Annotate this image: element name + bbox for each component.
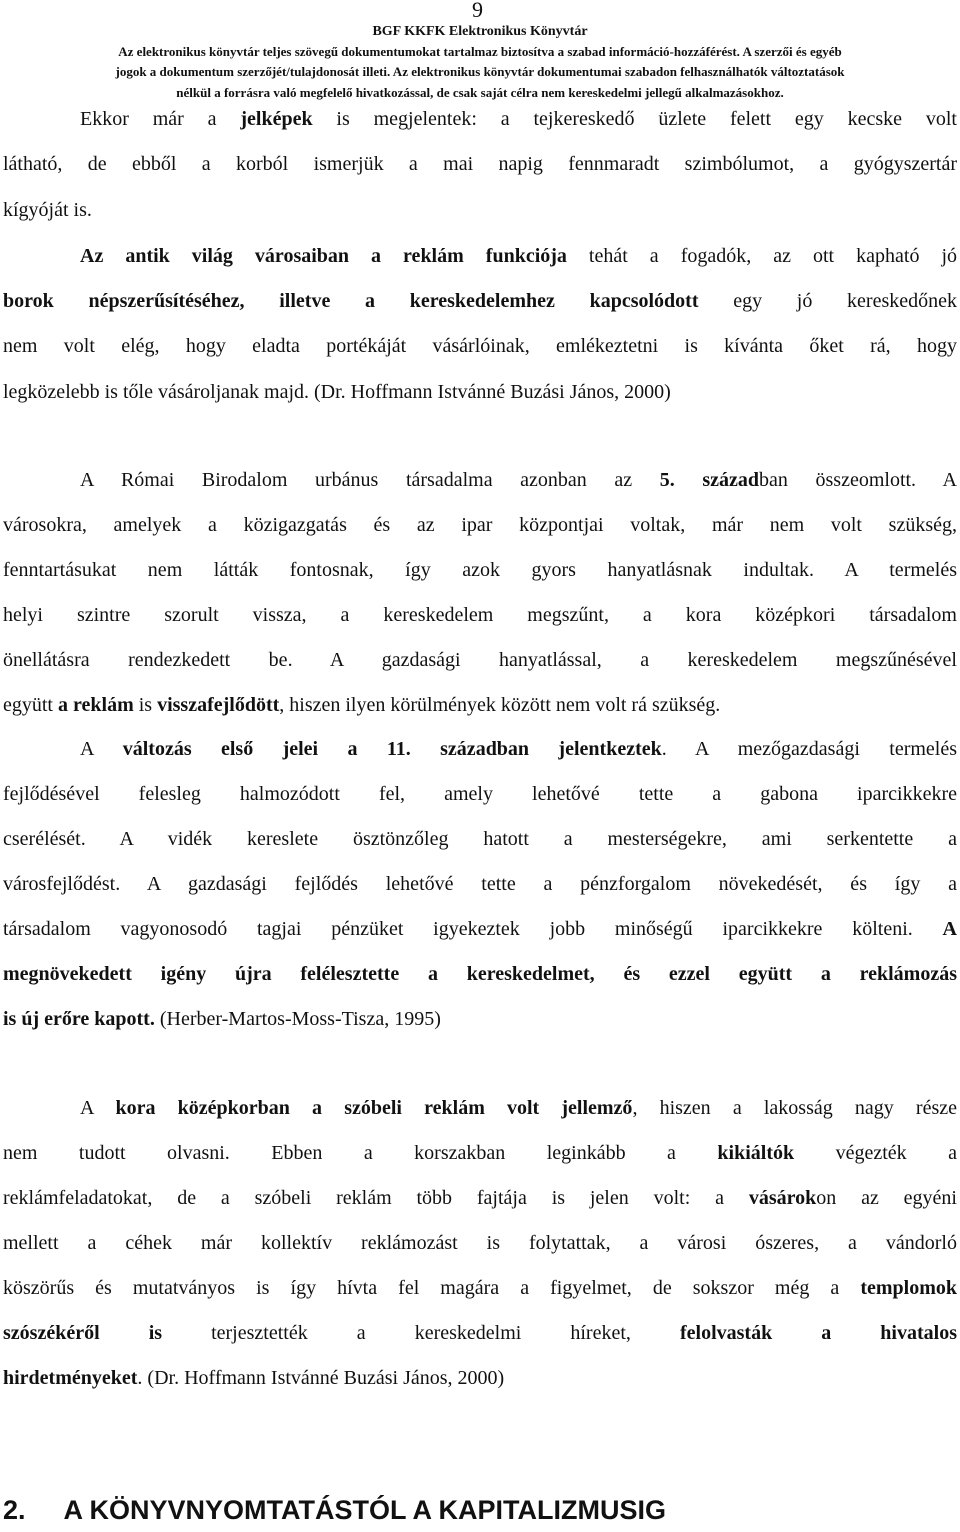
text-line: fejlődésével felesleg halmozódott fel, amely lehetővé tette a gabona iparcikkekre bbox=[3, 783, 957, 805]
text-line: kígyóját is. bbox=[3, 199, 92, 221]
copyright-line: Az elektronikus könyvtár teljes szövegű dokumentumokat tartalmaz biztosítva a szabad információ-hozzáférést. A szerzői és egyéb bbox=[118, 44, 842, 59]
text-line: városokra, amelyek a közigazgatás és az ipar központjai voltak, már nem volt szükség, bbox=[3, 514, 957, 536]
text-line: mellett a céhek már kollektív reklámozást is folytattak, a városi ószeres, a vándorló bbox=[3, 1232, 957, 1254]
text-line: Ekkor már a jelképek is megjelentek: a tejkereskedő üzlete felett egy kecske volt bbox=[80, 108, 957, 130]
text-line: is új erőre kapott. (Herber-Martos-Moss-Tisza, 1995) bbox=[3, 1008, 441, 1030]
text-line: A változás első jelei a 11. században jelentkeztek. A mezőgazdasági termelés bbox=[80, 738, 958, 760]
text-line: városfejlődést. A gazdasági fejlődés lehetővé tette a pénzforgalom növekedését, és így a bbox=[3, 873, 957, 895]
copyright-line: nélkül a forrásra való megfelelő hivatkozással, de csak saját célra nem kereskedelmi jellegű alkalmazásokhoz. bbox=[176, 85, 784, 100]
text-line: nem tudott olvasni. Ebben a korszakban leginkább a kikiáltók végezték a bbox=[3, 1142, 957, 1164]
text-line: társadalom vagyonosodó tagjai pénzüket igyekeztek jobb minőségű iparcikkekre költeni. A bbox=[3, 918, 957, 940]
text-line: önellátásra rendezkedett be. A gazdasági hanyatlással, a kereskedelem megszűnésével bbox=[3, 649, 957, 671]
text-line: A kora középkorban a szóbeli reklám volt jellemző, hiszen a lakosság nagy része bbox=[80, 1097, 957, 1119]
text-line: Az antik világ városaiban a reklám funkciója tehát a fogadók, az ott kapható jó bbox=[80, 245, 958, 267]
text-line: együtt a reklám is visszafejlődött, hiszen ilyen körülmények között nem volt rá szükség. bbox=[3, 694, 721, 716]
text-line: szószékéről is terjesztették a kereskedelmi híreket, felolvasták a hivatalos bbox=[3, 1322, 957, 1344]
text-line: hirdetményeket. (Dr. Hoffmann Istvánné Buzási János, 2000) bbox=[3, 1367, 505, 1389]
text-line: köszörűs és mutatványos is így hívta fel magára a figyelmet, de sokszor még a templomok bbox=[3, 1277, 957, 1299]
text-line: nem volt elég, hogy eladta portékáját vásárlóinak, emlékeztetni is kívánta őket rá, hogy bbox=[3, 335, 957, 357]
text-line: fenntartásukat nem látták fontosnak, így azok gyors hanyatlásnak indultak. A termelés bbox=[3, 559, 957, 581]
page-number: 9 bbox=[472, 0, 483, 22]
text-line: borok népszerűsítéséhez, illetve a kereskedelemhez kapcsolódott egy jó kereskedőnek bbox=[3, 290, 957, 312]
chapter-heading bbox=[3, 1495, 957, 1526]
chapter-title: A KÖNYVNYOMTATÁSTÓL A KAPITALIZMUSIG bbox=[63, 1495, 667, 1525]
library-title: BGF KKFK Elektronikus Könyvtár bbox=[372, 24, 588, 39]
text-line: látható, de ebből a korból ismerjük a mai napig fennmaradt szimbólumot, a gyógyszertár bbox=[3, 153, 957, 175]
copyright-line: jogok a dokumentum szerzőjét/tulajdonosát illeti. Az elektronikus könyvtár dokumentumai szabadon felhasználhatók változtatások bbox=[115, 64, 845, 79]
text-line: A Római Birodalom urbánus társadalma azonban az 5. században összeomlott. A bbox=[80, 469, 957, 491]
text-line: reklámfeladatokat, de a szóbeli reklám több fajtája is jelen volt: a vásárokon az egyéni bbox=[3, 1187, 957, 1209]
text-line: helyi szintre szorult vissza, a kereskedelem megszűnt, a kora középkori társadalom bbox=[3, 604, 957, 626]
text-line: megnövekedett igény újra felélesztette a kereskedelmet, és ezzel együtt a reklámozás bbox=[3, 963, 957, 985]
chapter-number: 2. bbox=[3, 1495, 26, 1525]
text-line: cserélését. A vidék kereslete ösztönzőleg hatott a mesterségekre, ami serkentette a bbox=[3, 828, 957, 850]
text-line: legközelebb is tőle vásároljanak majd. (Dr. Hoffmann Istvánné Buzási János, 2000) bbox=[3, 381, 671, 403]
